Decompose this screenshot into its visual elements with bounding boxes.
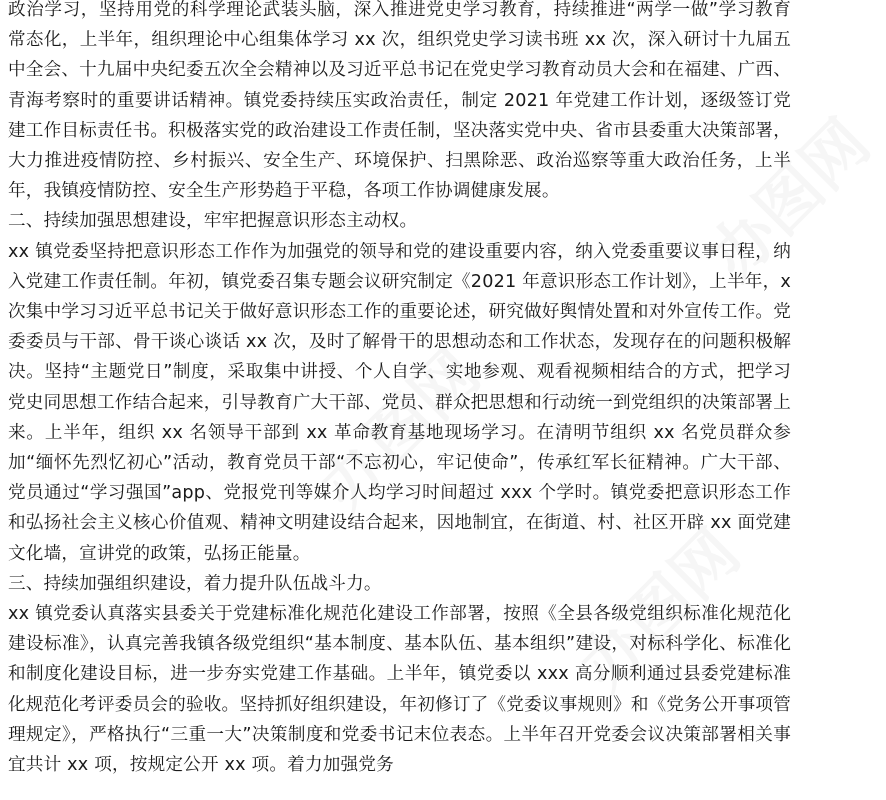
watermark: 办图网 (696, 106, 885, 295)
paragraph-organization: xx 镇党委认真落实县委关于党建标准化规范化建设工作部署，按照《全县各级党组织标准化规范化建设标准》，认真完善我镇各级党组织“基本制度、基本队伍、基本组织”建设，对标科学化、标准化和制度化建设目标，进一步夯实党建工作基础。上半年，镇党委以 xxx 高分顺利通过县委党建标准化规范化考评委员会的验收。坚持抓好组织建设，年初修订了《党委议事规则》和《党务公开事项管理规定》，严格执行“三重一大”决策制度和党委书记末位表态。上半年召开党委会议决策部署相关事宜共计 xx 项，按规定公开 xx 项。着力加强党务 (8, 604, 791, 776)
watermark: 办图网 (306, 336, 495, 525)
paragraph-political-study: 政治学习，坚持用党的科学理论武装头脑，深入推进党史学习教育，持续推进“两学一做”学习教育常态化，上半年，组织理论中心组集体学习 xx 次，组织党史学习读书班 xx 次，深入研讨十九届五中全会、十九届中央纪委五次全会精神以及习近平总书记在党史学习教育动员大会和在福建、广西、青海考察时的重要讲话精神。镇党委持续压实政治责任，制定 2021 年党建工作计划，逐级签订党建工作目标责任书。积极落实党的政治建设工作责任制，坚决落实党中央、省市县委重大决策部署，大力推进疫情防控、乡村振兴、安全生产、环境保护、扫黑除恶、政治巡察等重大政治任务，上半年，我镇疫情防控、安全生产形势趋于平稳，各项工作协调健康发展。 (8, 0, 791, 202)
section-heading-organization: 三、持续加强组织建设，着力提升队伍战斗力。 (8, 573, 382, 594)
paragraph-ideology: xx 镇党委坚持把意识形态工作作为加强党的领导和党的建设重要内容，纳入党委重要议事日程，纳入党建工作责任制。年初，镇党委召集专题会议研究制定《2021 年意识形态工作计划》，上半年，x 次集中学习习近平总书记关于做好意识形态工作的重要论述，研究做好舆情处置和对外宣传工作。党委委员与干部、骨干谈心谈话 xx 次，及时了解骨干的思想动态和工作状态，发现存在的问题积极解决。坚持“主题党日”制度，采取集中讲授、个人自学、实地参观、观看视频相结合的方式，把学习党史同思想工作结合起来，引导教育广大干部、党员、群众把思想和行动统一到党组织的决策部署上来。上半年，组织 xx 名领导干部到 xx 革命教育基地现场学习。在清明节组织 xx 名党员群众参加“缅怀先烈忆初心”活动，教育党员干部“不忘初心，牢记使命”，传承红军长征精神。广大干部、党员通过“学习强国”app、党报党刊等媒介人均学习时间超过 xxx 个学时。镇党委把意识形态工作和弘扬社会主义核心价值观、精神文明建设结合起来，因地制宜，在街道、村、社区开辟 xx 面党建文化墙，宣讲党的政策，弘扬正能量。 (8, 241, 791, 564)
document-body (8, 0, 791, 780)
section-heading-ideology: 二、持续加强思想建设，牢牢把握意识形态主动权。 (8, 211, 418, 232)
watermark: 办图网 (566, 516, 755, 705)
